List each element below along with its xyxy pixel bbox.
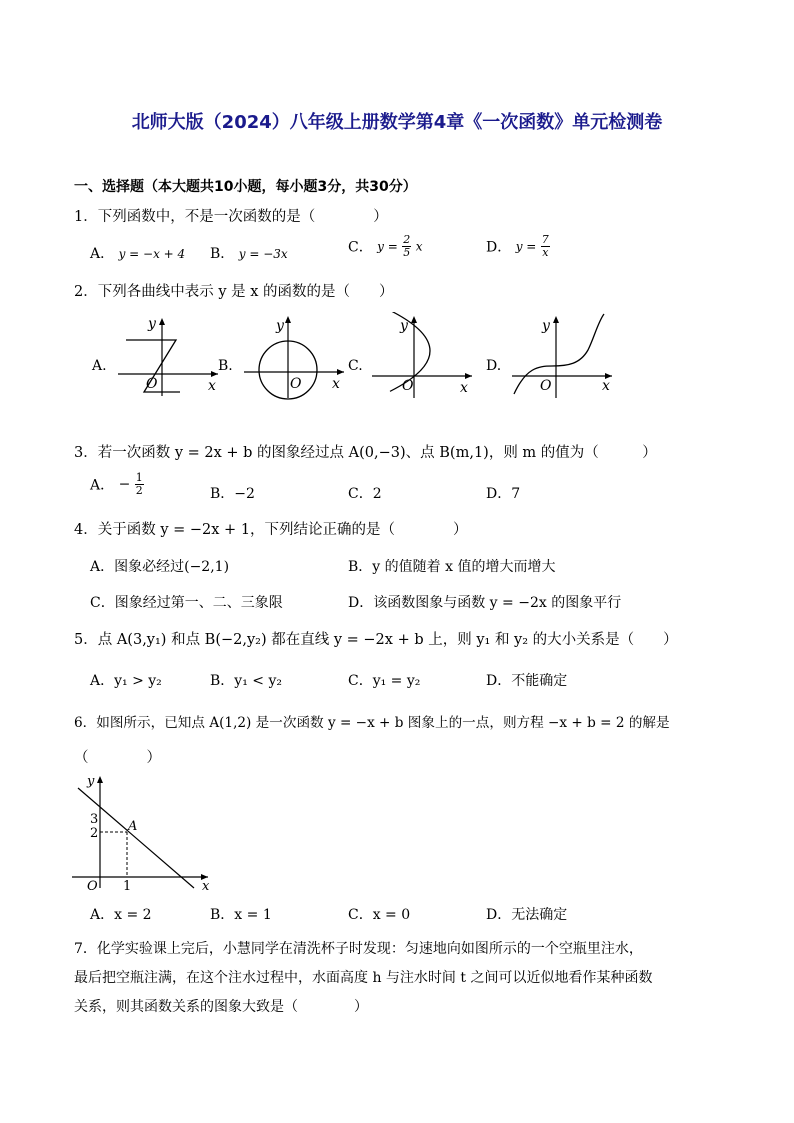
q2-graph-b bbox=[240, 312, 350, 400]
arrow-icon bbox=[211, 371, 218, 377]
origin-label: O bbox=[540, 378, 552, 394]
q1-c-den: 5 bbox=[403, 246, 411, 259]
q3-a-label: A． bbox=[90, 477, 115, 494]
arrow-icon bbox=[553, 316, 559, 323]
q1-d-fraction bbox=[541, 234, 550, 259]
q3-a-fraction bbox=[135, 472, 144, 497]
q3-stem: 3．若一次函数 y = 2x + b 的图象经过点 A(0,−3)、点 B(m,1)，则 m 的值为（ ） bbox=[74, 445, 657, 461]
x-label: x bbox=[460, 380, 468, 396]
q4-stem: 4．关于函数 y = −2x + 1，下列结论正确的是（ ） bbox=[74, 522, 468, 538]
q1-a-expr: y = −x + 4 bbox=[118, 247, 186, 261]
q6-stem: 6．如图所示，已知点 A(1,2) 是一次函数 y = −x + b 图象上的一点，则方程 −x + b = 2 的解是 bbox=[74, 715, 670, 731]
q3-option-b[interactable]: B．−2 bbox=[210, 486, 255, 502]
q1-option-c[interactable] bbox=[348, 234, 423, 259]
q1-c-label: C． bbox=[348, 239, 373, 256]
x-label: x bbox=[202, 879, 210, 894]
arrow-icon bbox=[285, 316, 291, 323]
q2-label-b[interactable]: B. bbox=[218, 358, 233, 374]
point-a-label: A bbox=[128, 819, 138, 834]
y-label: y bbox=[87, 774, 95, 789]
q1-c-fraction bbox=[402, 234, 411, 259]
origin-label: O bbox=[290, 376, 302, 392]
q2-label-a[interactable]: A. bbox=[92, 358, 107, 374]
q7-line-2: 最后把空瓶注满，在这个注水过程中，水面高度 h 与注水时间 t 之间可以近似地看作某种函数 bbox=[74, 970, 653, 986]
y-label: y bbox=[276, 318, 284, 334]
arrow-icon bbox=[465, 373, 472, 379]
q2-label-c[interactable]: C. bbox=[348, 358, 363, 374]
q3-option-d[interactable]: D．7 bbox=[486, 486, 521, 502]
q2-graph-a bbox=[112, 312, 222, 400]
origin-label: O bbox=[402, 378, 414, 394]
q2-graph-d bbox=[508, 312, 618, 400]
q6-graph bbox=[68, 768, 218, 896]
arrow-icon bbox=[97, 776, 103, 783]
q5-option-b[interactable]: B．y₁ < y₂ bbox=[210, 673, 282, 689]
q4-option-b[interactable]: B．y 的值随着 x 值的增大而增大 bbox=[348, 559, 556, 575]
q1-d-label: D． bbox=[486, 239, 512, 256]
section-heading: 一、选择题（本大题共10小题，每小题3分，共30分） bbox=[74, 179, 417, 195]
q6-option-a[interactable]: A．x = 2 bbox=[90, 907, 152, 923]
q4-option-d[interactable]: D．该函数图象与函数 y = −2x 的图象平行 bbox=[348, 595, 622, 611]
q1-d-den: x bbox=[542, 246, 549, 259]
q6-option-c[interactable]: C．x = 0 bbox=[348, 907, 411, 923]
q5-stem: 5．点 A(3,y₁) 和点 B(−2,y₂) 都在直线 y = −2x + b 上，则 y₁ 和 y₂ 的大小关系是（ ） bbox=[74, 632, 678, 648]
x-label: x bbox=[208, 378, 216, 394]
y-label: y bbox=[148, 316, 156, 332]
q1-b-expr: y = −3x bbox=[238, 247, 288, 261]
q1-a-label: A． bbox=[90, 246, 115, 262]
arrow-icon bbox=[159, 318, 165, 325]
q1-c-post: x bbox=[415, 239, 423, 254]
tick-label-2: 2 bbox=[90, 826, 99, 841]
arrow-icon bbox=[411, 316, 417, 323]
tick-label-1: 1 bbox=[123, 879, 132, 894]
q5-option-a[interactable]: A．y₁ > y₂ bbox=[90, 673, 162, 689]
x-label: x bbox=[332, 376, 340, 392]
q2-label-d[interactable]: D. bbox=[486, 358, 502, 374]
q6-option-d[interactable]: D．无法确定 bbox=[486, 907, 568, 923]
q4-option-c[interactable]: C．图象经过第一、二、三象限 bbox=[90, 595, 283, 611]
q1-b-label: B． bbox=[210, 246, 235, 262]
q5-option-c[interactable]: C．y₁ = y₂ bbox=[348, 673, 421, 689]
page-title: 北师大版（2024）八年级上册数学第4章《一次函数》单元检测卷 bbox=[131, 112, 663, 133]
q1-option-b[interactable] bbox=[210, 243, 288, 263]
q2-stem: 2．下列各曲线中表示 y 是 x 的函数的是（ ） bbox=[74, 284, 394, 300]
y-label: y bbox=[542, 318, 550, 334]
q1-d-num: 7 bbox=[541, 233, 549, 246]
q1-option-d[interactable] bbox=[486, 234, 550, 259]
q4-option-a[interactable]: A．图象必经过(−2,1) bbox=[90, 559, 230, 575]
q3-a-num: 1 bbox=[135, 471, 143, 484]
q5-option-d[interactable]: D．不能确定 bbox=[486, 673, 568, 689]
q1-c-pre: y = bbox=[377, 239, 398, 254]
q7-line-3: 关系，则其函数关系的图象大致是（ ） bbox=[74, 999, 368, 1015]
tick-label-3: 3 bbox=[90, 812, 99, 827]
q1-option-a[interactable] bbox=[90, 243, 185, 263]
y-label: y bbox=[400, 318, 408, 334]
q7-line-1: 7．化学实验课上完后，小慧同学在清洗杯子时发现：匀速地向如图所示的一个空瓶里注水， bbox=[74, 941, 643, 957]
q1-c-num: 2 bbox=[403, 233, 411, 246]
q1-stem: 1．下列函数中，不是一次函数的是（ ） bbox=[74, 209, 388, 225]
arrow-icon bbox=[337, 369, 344, 375]
q6-blank: （ ） bbox=[74, 750, 161, 766]
origin-label: O bbox=[87, 879, 98, 894]
curve bbox=[514, 314, 604, 394]
q3-option-c[interactable]: C．2 bbox=[348, 486, 382, 502]
q3-a-sign: − bbox=[118, 476, 131, 493]
origin-label: O bbox=[146, 376, 158, 392]
q6-option-b[interactable]: B．x = 1 bbox=[210, 907, 272, 923]
q3-option-a[interactable] bbox=[90, 472, 144, 497]
q2-graph-c bbox=[370, 312, 480, 400]
q3-a-den: 2 bbox=[135, 484, 143, 497]
q1-d-pre: y = bbox=[515, 239, 537, 254]
x-label: x bbox=[602, 378, 610, 394]
